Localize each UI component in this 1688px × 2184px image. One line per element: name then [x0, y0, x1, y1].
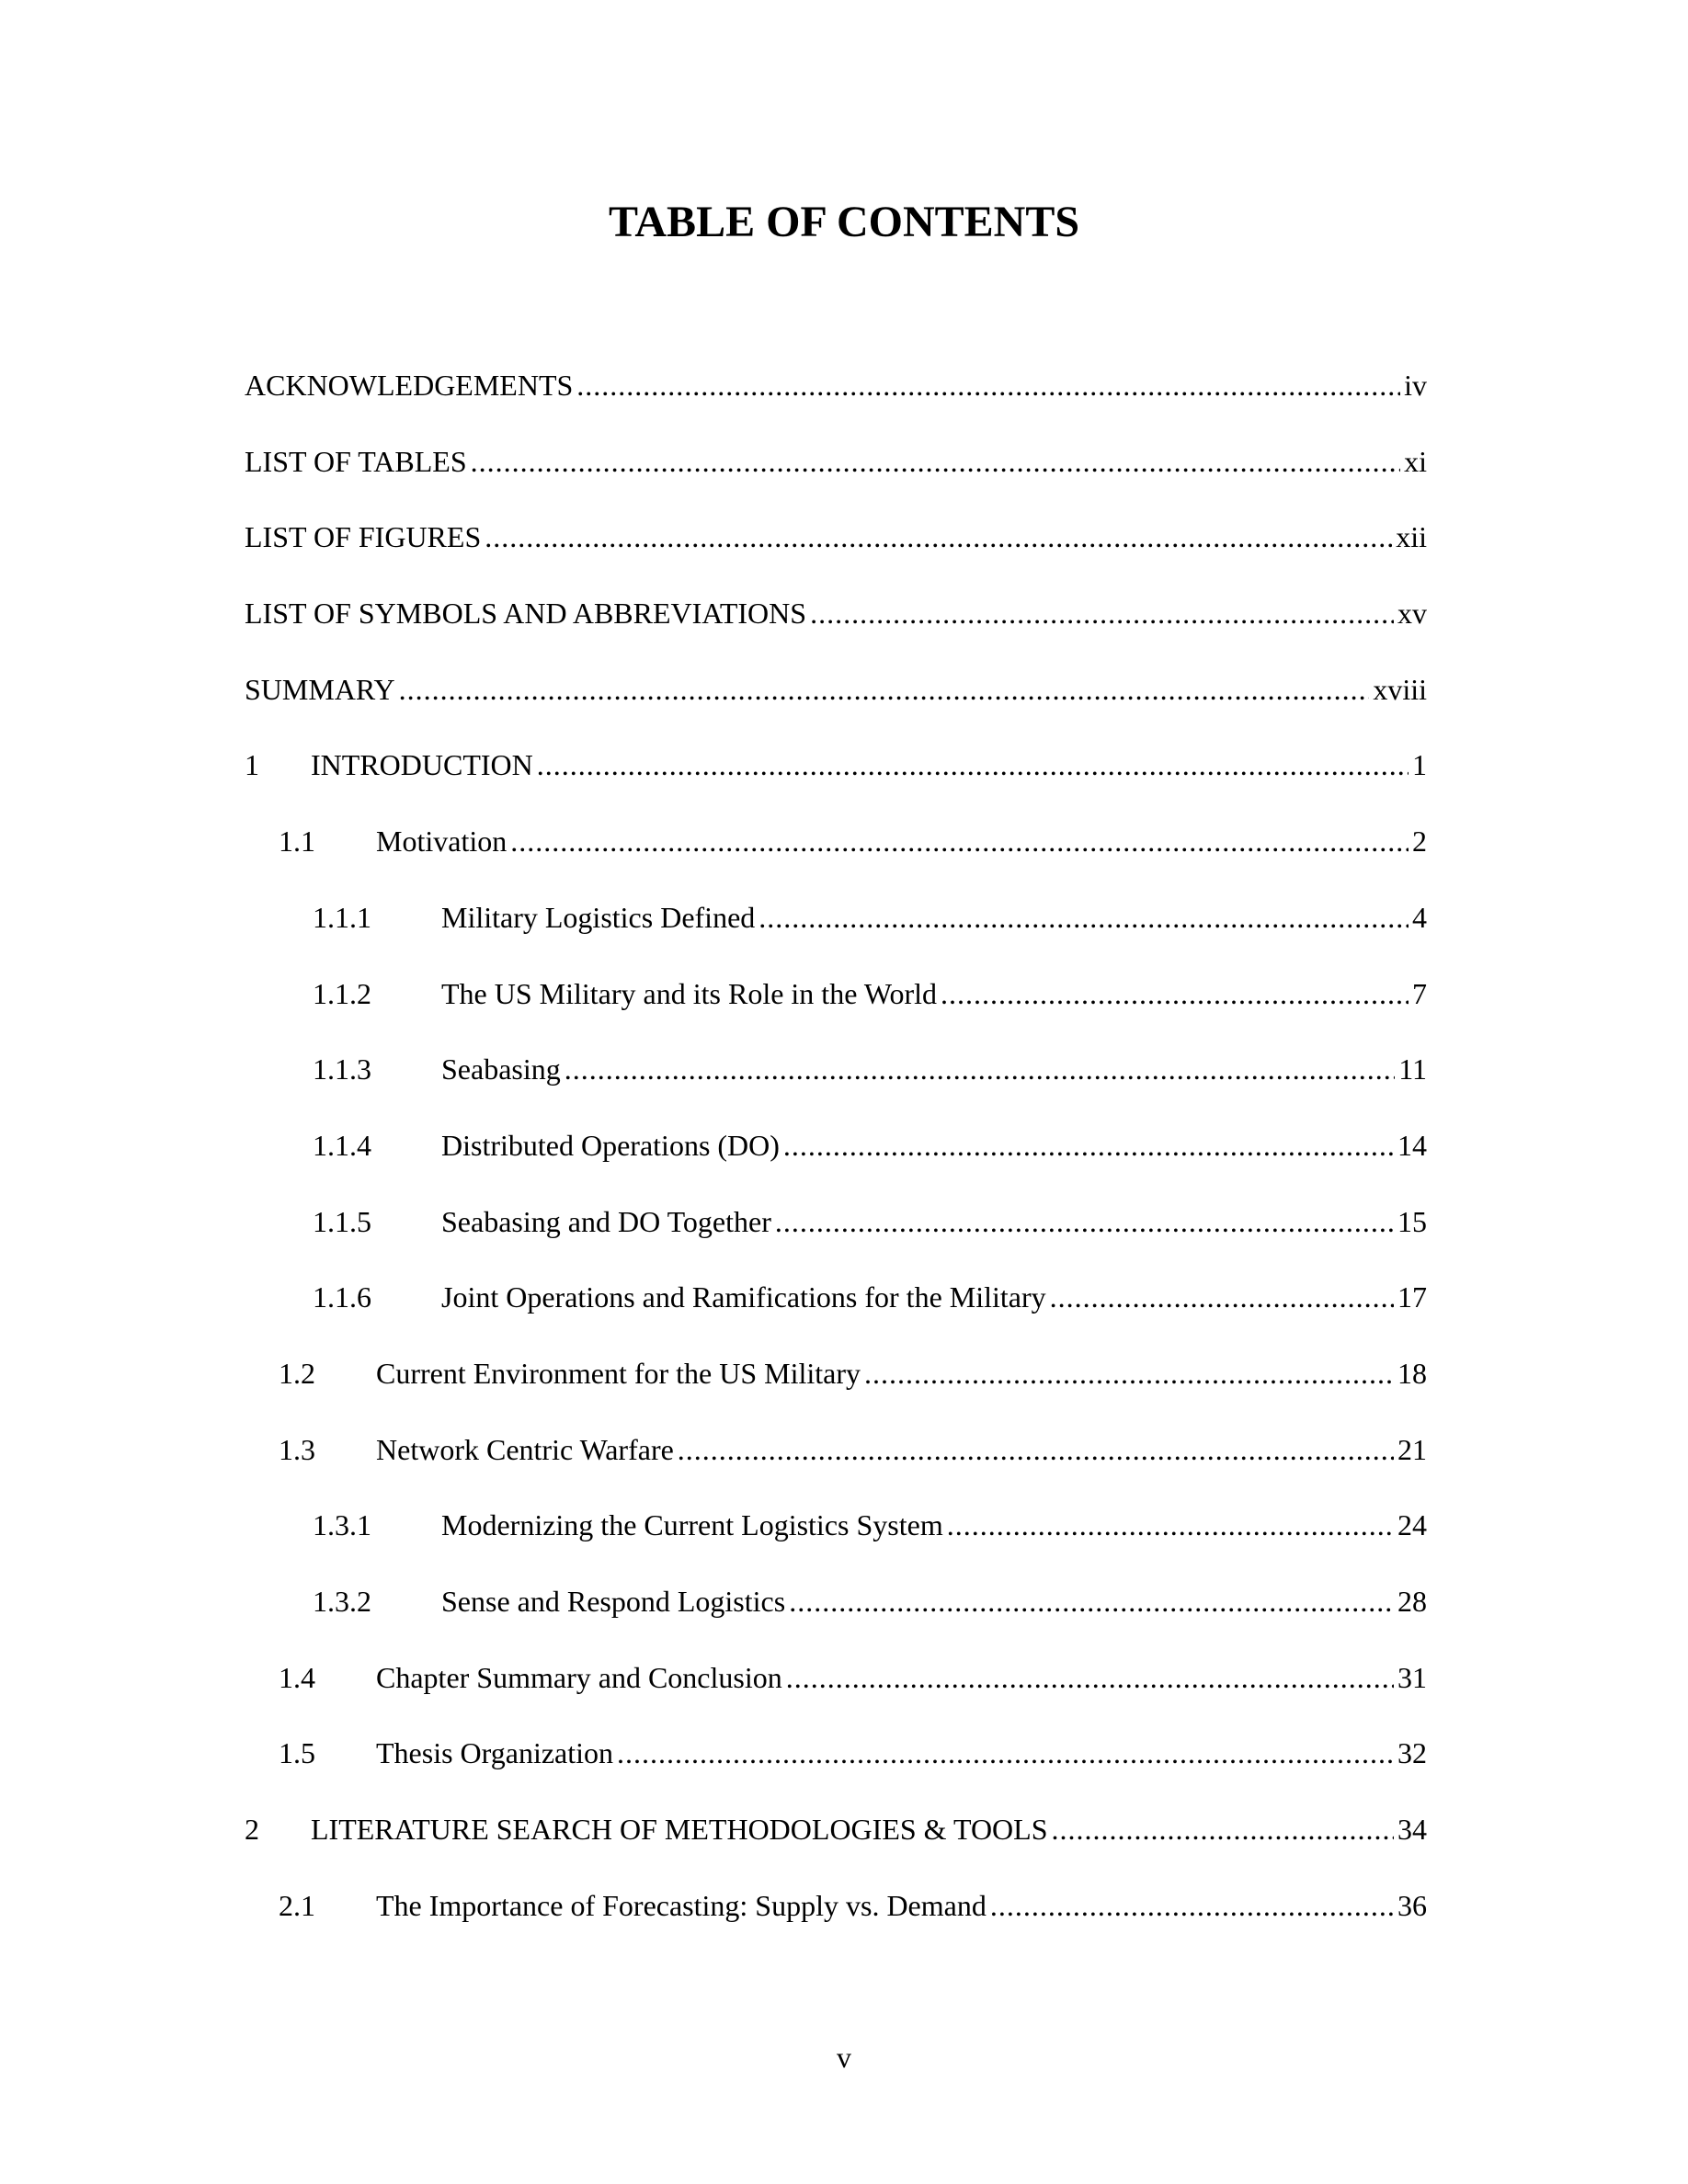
toc-dot-leader [941, 956, 1409, 1032]
toc-entry-number: 1.1.1 [313, 900, 371, 934]
toc-entry [245, 1792, 1427, 1868]
toc-dot-leader [990, 1868, 1394, 1944]
toc-entry-page: 17 [1397, 1280, 1427, 1314]
table-of-contents [245, 347, 1427, 1943]
toc-entry-page: 7 [1412, 976, 1427, 1010]
toc-entry-page: 4 [1412, 900, 1427, 934]
toc-dot-leader [471, 424, 1400, 500]
toc-dot-leader [537, 727, 1409, 803]
toc-entry-number: 2 [245, 1813, 259, 1847]
toc-entry-page: 21 [1397, 1432, 1427, 1466]
toc-entry-number: 1.1.3 [313, 1052, 371, 1086]
toc-entry-title: Seabasing [441, 1052, 561, 1086]
toc-entry-number: 1.1.2 [313, 976, 371, 1010]
toc-entry-title: LIST OF TABLES [245, 444, 467, 478]
toc-dot-leader [1050, 1259, 1394, 1336]
toc-entry [245, 727, 1427, 803]
toc-entry-page: 34 [1397, 1813, 1427, 1847]
toc-entry [245, 1487, 1427, 1564]
toc-entry-page: 31 [1397, 1660, 1427, 1694]
toc-entry [245, 1715, 1427, 1792]
toc-entry [245, 803, 1427, 880]
toc-entry [245, 1868, 1427, 1944]
toc-entry [245, 1184, 1427, 1260]
toc-entry [245, 499, 1427, 575]
toc-entry-title: Motivation [376, 825, 508, 859]
toc-entry-title: Current Environment for the US Military [376, 1356, 861, 1390]
toc-entry-page: iv [1404, 369, 1427, 402]
toc-dot-leader [810, 575, 1394, 652]
toc-entry-number: 1 [245, 748, 259, 782]
toc-entry-number: 1.1.6 [313, 1280, 371, 1314]
toc-entry [245, 1259, 1427, 1336]
toc-entry-title: Thesis Organization [376, 1736, 614, 1770]
toc-entry-title: Distributed Operations (DO) [441, 1128, 780, 1162]
toc-entry-title: ACKNOWLEDGEMENTS [245, 369, 574, 402]
toc-dot-leader [864, 1336, 1394, 1412]
toc-entry-number: 1.2 [279, 1356, 315, 1390]
toc-entry-page: 28 [1397, 1585, 1427, 1618]
page-number: v [837, 2041, 851, 2074]
toc-dot-leader [786, 1640, 1394, 1716]
toc-dot-leader [485, 499, 1392, 575]
toc-entry-title: Joint Operations and Ramifications for the Military [441, 1280, 1046, 1314]
toc-entry-title: The US Military and its Role in the World [441, 976, 937, 1010]
toc-entry-number: 2.1 [279, 1888, 315, 1922]
toc-entry-title: Sense and Respond Logistics [441, 1585, 786, 1618]
toc-entry-title: LITERATURE SEARCH OF METHODOLOGIES & TOOLS [311, 1813, 1048, 1847]
toc-entry-title: Military Logistics Defined [441, 900, 756, 934]
toc-entry [245, 575, 1427, 652]
toc-entry-page: 18 [1397, 1356, 1427, 1390]
toc-entry-number: 1.4 [279, 1660, 315, 1694]
toc-entry-page: 11 [1398, 1052, 1427, 1086]
toc-entry [245, 956, 1427, 1032]
toc-entry-number: 1.3 [279, 1432, 315, 1466]
toc-entry-title: LIST OF SYMBOLS AND ABBREVIATIONS [245, 597, 807, 631]
toc-entry [245, 424, 1427, 500]
toc-entry-page: xi [1404, 444, 1427, 478]
toc-entry-number: 1.1 [279, 825, 315, 859]
toc-entry [245, 1564, 1427, 1640]
toc-entry-number: 1.5 [279, 1736, 315, 1770]
toc-entry-page: xviii [1373, 672, 1427, 706]
toc-entry-page: xv [1397, 597, 1427, 631]
toc-dot-leader [1052, 1792, 1395, 1868]
toc-entry-page: 15 [1397, 1204, 1427, 1238]
toc-entry [245, 880, 1427, 956]
toc-dot-leader [617, 1715, 1394, 1792]
toc-entry [245, 652, 1427, 728]
toc-entry [245, 1108, 1427, 1184]
toc-entry [245, 1640, 1427, 1716]
toc-dot-leader [399, 652, 1370, 728]
toc-entry-page: 2 [1412, 825, 1427, 859]
toc-entry-number: 1.1.5 [313, 1204, 371, 1238]
toc-entry-page: 36 [1397, 1888, 1427, 1922]
toc-dot-leader [783, 1108, 1394, 1184]
toc-entry-title: The Importance of Forecasting: Supply vs. Demand [376, 1888, 987, 1922]
toc-dot-leader [576, 347, 1400, 424]
toc-entry-title: LIST OF FIGURES [245, 520, 482, 554]
toc-dot-leader [565, 1031, 1395, 1108]
toc-entry-page: 14 [1397, 1128, 1427, 1162]
toc-entry-title: INTRODUCTION [311, 748, 533, 782]
toc-dot-leader [510, 803, 1409, 880]
toc-entry-number: 1.3.2 [313, 1585, 371, 1618]
page-title: TABLE OF CONTENTS [608, 198, 1080, 246]
toc-dot-leader [789, 1564, 1394, 1640]
toc-entry [245, 1336, 1427, 1412]
toc-entry-page: xii [1396, 520, 1427, 554]
toc-entry-page: 24 [1397, 1508, 1427, 1542]
toc-entry [245, 1412, 1427, 1488]
toc-dot-leader [947, 1487, 1394, 1564]
toc-entry-title: Modernizing the Current Logistics System [441, 1508, 943, 1542]
toc-entry-title: Chapter Summary and Conclusion [376, 1660, 782, 1694]
toc-entry [245, 1031, 1427, 1108]
toc-dot-leader [775, 1184, 1394, 1260]
toc-entry-number: 1.3.1 [313, 1508, 371, 1542]
toc-entry-page: 32 [1397, 1736, 1427, 1770]
toc-dot-leader [678, 1412, 1394, 1488]
toc-entry-title: Seabasing and DO Together [441, 1204, 771, 1238]
toc-entry-page: 1 [1412, 748, 1427, 782]
toc-dot-leader [758, 880, 1409, 956]
toc-entry [245, 347, 1427, 424]
toc-entry-number: 1.1.4 [313, 1128, 371, 1162]
toc-entry-title: SUMMARY [245, 672, 395, 706]
toc-entry-title: Network Centric Warfare [376, 1432, 674, 1466]
